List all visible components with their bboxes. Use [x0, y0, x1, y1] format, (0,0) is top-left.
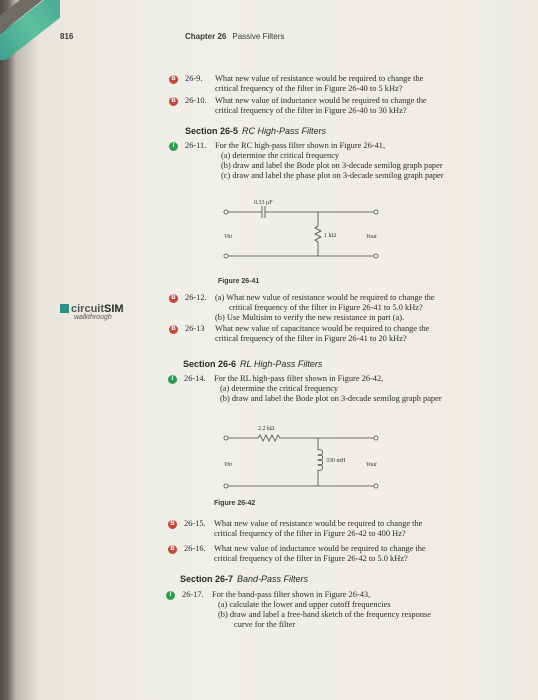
problem-26-13 — [185, 324, 515, 344]
page-number: 816 — [60, 32, 74, 41]
vin-label: Vin — [224, 462, 232, 468]
section-number: Section 26-6 — [183, 359, 237, 369]
output-terminal — [374, 254, 378, 258]
difficulty-badge-intermediate: I — [168, 375, 177, 384]
problem-line: critical frequency of the filter in Figure 26-40 to 5 kHz? — [215, 84, 403, 93]
input-terminal — [224, 210, 228, 214]
problem-line: critical frequency of the filter in Figure 26-40 to 30 kHz? — [215, 106, 407, 115]
difficulty-badge-intermediate: I — [169, 142, 178, 151]
problem-line: What new value of inductance would be required to change the — [214, 544, 426, 553]
difficulty-badge-basic: B — [169, 97, 178, 106]
problem-part-b: (b) draw and label the Bode plot on 3-decade semilog graph paper — [221, 161, 443, 170]
problem-26-15 — [184, 519, 514, 539]
problem-line: What new value of resistance would be required to change the — [214, 519, 423, 528]
vin-label: Vin — [224, 234, 232, 240]
chapter-label: Chapter 26 — [185, 32, 227, 41]
difficulty-badge-basic: B — [168, 545, 177, 554]
difficulty-badge-basic: B — [169, 294, 178, 303]
problem-line: What new value of inductance would be required to change the — [215, 96, 427, 105]
logo-strong: SIM — [104, 303, 124, 315]
resistor-label: 1 kΩ — [324, 233, 336, 239]
section-heading-26-7 — [180, 574, 308, 584]
problem-line: (a) What new value of resistance would be required to change the — [215, 293, 435, 302]
problem-part-a: (a) calculate the lower and upper cutoff frequencies — [218, 600, 391, 609]
capacitor-label: 0.33 μF — [254, 200, 273, 206]
input-terminal — [224, 254, 228, 258]
problem-part-c: (c) draw and label the phase plot on 3-decade semilog graph paper — [221, 171, 444, 180]
problem-26-12 — [185, 293, 515, 323]
section-title: Band-Pass Filters — [237, 574, 309, 584]
input-terminal — [224, 484, 228, 488]
vout-label: Vout — [366, 462, 377, 468]
problem-number: 26-15. — [184, 519, 206, 528]
problem-26-16 — [184, 544, 514, 564]
logo-subtitle: walkthrough — [74, 314, 112, 321]
logo-text: circuit — [71, 303, 105, 315]
problem-line: (b) Use Multisim to verify the new resistance in part (a). — [215, 313, 405, 322]
section-heading-26-5 — [185, 126, 326, 136]
difficulty-badge-basic: B — [169, 325, 178, 334]
figure-caption: Figure 26-41 — [218, 278, 260, 285]
problem-line: critical frequency of the filter in Figure 26-41 to 5.0 kHz? — [229, 303, 423, 312]
difficulty-badge-basic: B — [168, 520, 177, 529]
chapter-title: Passive Filters — [232, 32, 285, 41]
problem-part-a: (a) determine the critical frequency — [221, 151, 340, 160]
problem-number: 26-17. — [182, 590, 204, 599]
section-number: Section 26-7 — [180, 574, 234, 584]
problem-number: 26-13 — [185, 324, 205, 333]
output-terminal — [374, 436, 378, 440]
difficulty-badge-intermediate: I — [166, 591, 175, 600]
problem-line: What new value of capacitance would be required to change the — [215, 324, 430, 333]
resistor-label: 2.2 kΩ — [258, 426, 275, 432]
section-heading-26-6 — [183, 359, 322, 369]
problem-number: 26-16. — [184, 544, 206, 553]
section-title: RC High-Pass Filters — [242, 126, 327, 136]
problem-number: 26-14. — [184, 374, 206, 383]
problem-line: critical frequency of the filter in Figure 26-41 to 20 kHz? — [215, 334, 407, 343]
circuitsim-icon — [60, 304, 69, 313]
output-terminal — [374, 484, 378, 488]
page-corner-graphic — [0, 0, 60, 60]
problem-part-a: (a) determine the critical frequency — [220, 384, 339, 393]
figure-26-42-circuit — [218, 424, 393, 494]
problem-line: For the RL high-pass filter shown in Figure 26-42, — [214, 374, 384, 383]
difficulty-badge-basic: B — [169, 75, 178, 84]
problem-line: For the RC high-pass filter shown in Figure 26-41, — [215, 141, 386, 150]
problem-line: What new value of resistance would be required to change the — [215, 74, 424, 83]
figure-caption: Figure 26-42 — [214, 500, 256, 507]
problem-26-11 — [185, 141, 515, 181]
problem-line: critical frequency of the filter in Figure 26-42 to 400 Hz? — [214, 529, 406, 538]
problem-26-17 — [182, 590, 512, 630]
section-title: RL High-Pass Filters — [240, 359, 323, 369]
problem-part-b: (b) draw and label a free-hand sketch of the frequency response — [218, 610, 431, 619]
inductor-label: 330 mH — [326, 458, 346, 464]
problem-line: curve for the filter — [234, 620, 296, 629]
problem-26-10 — [185, 96, 515, 116]
figure-26-41-circuit — [218, 198, 393, 264]
problem-26-9 — [185, 74, 515, 94]
circuitsim-logo — [60, 303, 124, 321]
problem-line: For the band-pass filter shown in Figure 26-43, — [212, 590, 371, 599]
problem-number: 26-12. — [185, 293, 207, 302]
problem-26-14 — [184, 374, 514, 404]
running-header — [185, 32, 284, 41]
problem-number: 26-10. — [185, 96, 207, 105]
problem-number: 26-9. — [185, 74, 203, 83]
problem-part-b: (b) draw and label the Bode plot on 3-decade semilog graph paper — [220, 394, 442, 403]
vout-label: Vout — [366, 234, 377, 240]
problem-line: critical frequency of the filter in Figure 26-42 to 5.0 kHz? — [214, 554, 408, 563]
problem-number: 26-11. — [185, 141, 207, 150]
section-number: Section 26-5 — [185, 126, 239, 136]
input-terminal — [224, 436, 228, 440]
output-terminal — [374, 210, 378, 214]
